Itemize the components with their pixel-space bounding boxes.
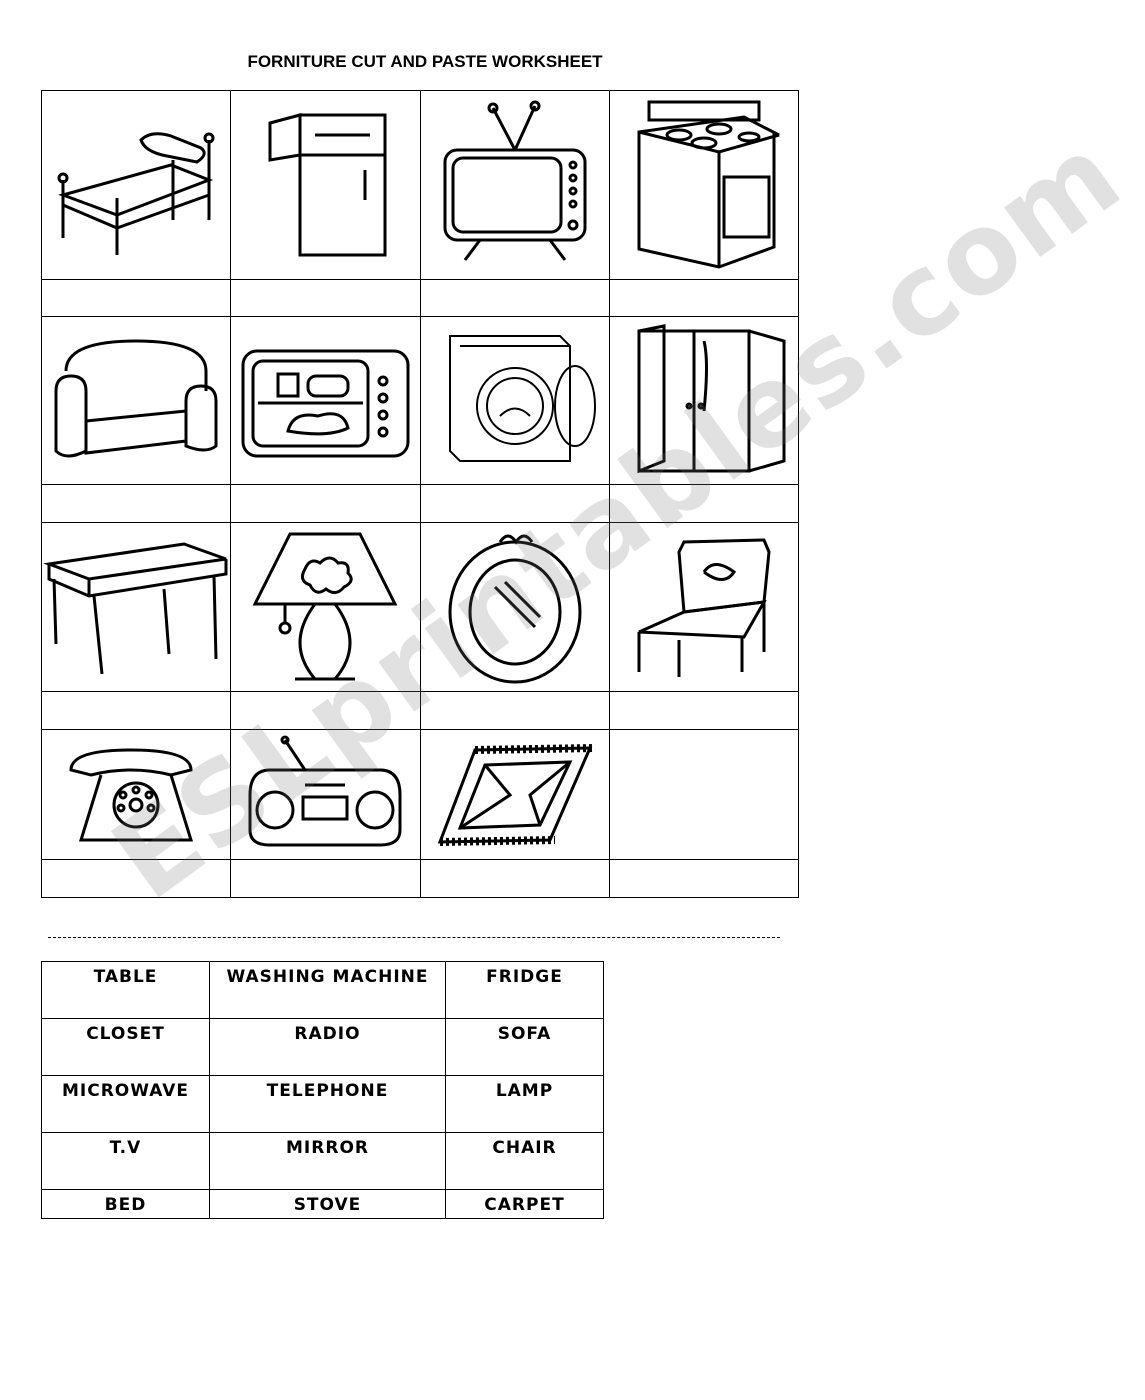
answer-box[interactable] xyxy=(42,485,231,523)
answer-box[interactable] xyxy=(231,860,420,898)
answer-box[interactable] xyxy=(42,860,231,898)
watermark: ESLprintables.com xyxy=(90,109,1145,926)
answer-box[interactable] xyxy=(420,692,609,730)
word-card[interactable]: T.V xyxy=(42,1133,210,1190)
answer-box[interactable] xyxy=(231,692,420,730)
word-card[interactable]: FRIDGE xyxy=(446,962,604,1019)
picture-cell-sofa xyxy=(42,317,231,485)
word-card[interactable]: BED xyxy=(42,1190,210,1219)
fridge-icon xyxy=(250,105,400,265)
picture-cell-microwave xyxy=(231,317,420,485)
radio-icon xyxy=(245,735,405,855)
picture-cell-stove xyxy=(609,91,798,280)
answer-box[interactable] xyxy=(420,279,609,317)
word-card[interactable]: CLOSET xyxy=(42,1019,210,1076)
telephone-icon xyxy=(61,740,211,850)
page-title: FORNITURE CUT AND PASTE WORKSHEET xyxy=(247,52,603,71)
word-card[interactable]: MIRROR xyxy=(210,1133,446,1190)
answer-box[interactable] xyxy=(42,279,231,317)
answer-box[interactable] xyxy=(231,279,420,317)
picture-cell-table xyxy=(42,522,231,691)
answer-box[interactable] xyxy=(420,485,609,523)
sofa-icon xyxy=(46,331,226,471)
word-card[interactable]: SOFA xyxy=(446,1019,604,1076)
picture-cell-carpet xyxy=(420,729,609,860)
answer-box[interactable] xyxy=(42,692,231,730)
picture-grid xyxy=(41,90,799,898)
answer-box[interactable] xyxy=(609,279,798,317)
picture-cell-radio xyxy=(231,729,420,860)
answer-box[interactable] xyxy=(609,692,798,730)
table-icon xyxy=(44,534,229,679)
word-card[interactable]: LAMP xyxy=(446,1076,604,1133)
word-card[interactable]: MICROWAVE xyxy=(42,1076,210,1133)
lamp-icon xyxy=(245,524,405,689)
picture-cell-chair xyxy=(609,522,798,691)
picture-cell-fridge xyxy=(231,91,420,280)
picture-cell-empty xyxy=(609,729,798,860)
carpet-icon xyxy=(430,740,600,850)
chair-icon xyxy=(624,532,784,682)
picture-cell-telephone xyxy=(42,729,231,860)
answer-box[interactable] xyxy=(231,485,420,523)
word-card[interactable]: TELEPHONE xyxy=(210,1076,446,1133)
picture-cell-closet xyxy=(609,317,798,485)
washing-machine-icon xyxy=(430,326,600,476)
word-card[interactable]: STOVE xyxy=(210,1190,446,1219)
answer-box[interactable] xyxy=(609,485,798,523)
word-card[interactable]: CHAIR xyxy=(446,1133,604,1190)
tv-icon xyxy=(435,100,595,270)
answer-box[interactable] xyxy=(609,860,798,898)
stove-icon xyxy=(624,97,784,272)
word-card[interactable]: WASHING MACHINE xyxy=(210,962,446,1019)
cut-line xyxy=(48,937,780,938)
microwave-icon xyxy=(238,336,413,466)
word-card[interactable]: TABLE xyxy=(42,962,210,1019)
picture-cell-lamp xyxy=(231,522,420,691)
picture-cell-tv xyxy=(420,91,609,280)
answer-box[interactable] xyxy=(420,860,609,898)
mirror-icon xyxy=(440,527,590,687)
picture-cell-mirror xyxy=(420,522,609,691)
bed-icon xyxy=(51,110,221,260)
picture-cell-washing-machine xyxy=(420,317,609,485)
word-bank xyxy=(41,961,604,1219)
word-card[interactable]: RADIO xyxy=(210,1019,446,1076)
picture-cell-bed xyxy=(42,91,231,280)
closet-icon xyxy=(619,321,789,481)
word-card[interactable]: CARPET xyxy=(446,1190,604,1219)
